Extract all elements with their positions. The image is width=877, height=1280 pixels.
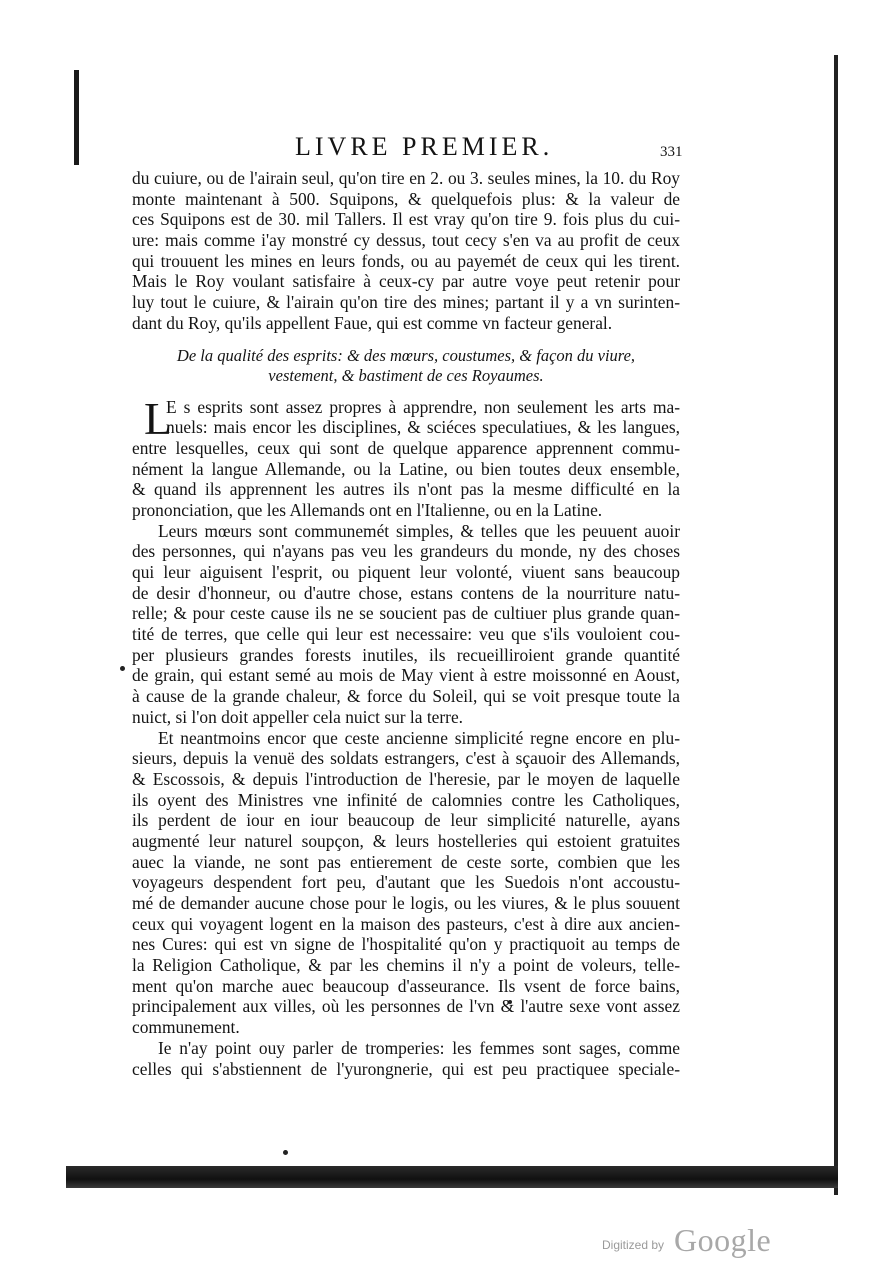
text-line: Mais le Roy voulant satisfaire à ceux-cy par autre voye peut retenir pour	[132, 271, 680, 292]
google-logo: Google	[674, 1222, 772, 1258]
text-line: nuels: mais encor les disciplines, & sciéces speculatiues, & les langues,	[166, 417, 680, 438]
text-line: E s esprits sont assez propres à apprendre, non seulement les arts ma-	[166, 396, 680, 417]
text-line: à cause de la grande chaleur, & force du Soleil, qui se voit presque toute la	[132, 686, 680, 707]
text-line: ils perdent de iour en iour beaucoup de leur simplicité naturelle, ayans	[132, 810, 680, 831]
text-line: de grain, qui estant semé au mois de May vient à estre moissonné en Aoust,	[132, 665, 680, 686]
text-line: communement.	[132, 1017, 240, 1038]
ink-speck	[283, 1150, 288, 1155]
text-line: nuict, si l'on doit appeller cela nuict sur la terre.	[132, 706, 464, 727]
paragraph-continued	[132, 168, 680, 334]
scan-edge-bottom	[66, 1166, 838, 1188]
text-line: voyageurs despendent fort peu, d'autant que les Suedois n'ont accoustu-	[132, 872, 680, 893]
page-number: 331	[660, 144, 683, 160]
section-heading-line: De la qualité des esprits: & des mœurs, coustumes, & façon du viure,	[176, 345, 636, 365]
attribution-prefix: Digitized by	[602, 1238, 665, 1252]
text-line: per plusieurs grandes forests inutiles, ils recueilliroient grande quantité	[132, 644, 680, 665]
running-head: LIVRE PREMIER.	[295, 132, 554, 161]
text-line: ment qu'on marche auec beaucoup d'asseurance. Ils vsent de force bains,	[132, 975, 680, 996]
text-line: dant du Roy, qu'ils appellent Faue, qui est comme vn facteur general.	[132, 312, 613, 333]
page-body	[132, 168, 680, 1079]
text-line: du cuiure, ou de l'airain seul, qu'on tire en 2. ou 3. seules mines, la 10. du Roy	[132, 168, 680, 188]
text-line: tité de terres, que celle qui leur est necessaire: veu que s'ils vouloient cou-	[132, 624, 680, 645]
text-line: Et neantmoins encor que ceste ancienne simplicité regne encore en plu-	[158, 727, 680, 748]
text-line: prononciation, que les Allemands ont en l'Italienne, ou en la Latine.	[132, 499, 603, 520]
text-line: ils oyent des Ministres vne infinité de calomnies contre les Catholiques,	[132, 789, 680, 810]
text-line: ure: mais comme i'ay monstré cy dessus, tout cecy s'en va au profit de ceux	[132, 230, 680, 251]
text-line: la Religion Catholique, & par les chemins il n'y a point de voleurs, telle-	[132, 955, 680, 976]
scan-edge-left	[74, 70, 79, 165]
section-heading-line: vestement, & bastiment de ces Royaumes.	[268, 365, 544, 385]
text-line: nes Cures: qui est vn signe de l'hospitalité qu'on y practiquoit au temps de	[132, 934, 680, 955]
text-line: qui trouuent les mines en leurs fonds, ou au payemét de ceux qui les tirent.	[132, 250, 680, 271]
paragraph-3	[132, 728, 680, 1038]
paragraph-2	[132, 521, 680, 728]
ink-speck	[120, 666, 125, 671]
text-line: qui leur aiguisent l'esprit, ou piquent leur volonté, viuent sans beaucoup	[132, 562, 680, 582]
text-line: & quand ils apprennent les autres ils n'ont pas la mesme difficulté en la	[132, 479, 680, 500]
text-line: celles qui s'abstiennent de l'yurongnerie, qui est peu practiquee speciale-	[132, 1058, 680, 1079]
text-line: monte maintenant à 500. Squipons, & quelquefois plus: & la valeur de	[132, 188, 680, 209]
text-line: & Escossois, & depuis l'introduction de l'heresie, par le moyen de laquelle	[132, 768, 680, 789]
text-line: de desir d'honneur, ou d'autre chose, estans contens de la nourriture natu-	[132, 582, 680, 603]
text-line: Leurs mœurs sont communemét simples, & telles que les peuuent auoir	[158, 520, 680, 541]
text-line: ceux qui voyagent logent en la maison des pasteurs, c'est à dire aux ancien-	[132, 913, 680, 934]
paragraph-4	[132, 1038, 680, 1079]
scan-edge-right	[834, 55, 838, 1195]
text-line: mé de demander aucune chose pour le logis, ou les viures, & le plus souuent	[132, 893, 680, 913]
text-line: des personnes, qui n'ayans pas veu les grandeurs du monde, ny des choses	[132, 541, 680, 562]
text-line: auec la viande, ne sont pas entierement de ceste sorte, combien que les	[132, 851, 680, 872]
text-line: sieurs, depuis la venuë des soldats estrangers, c'est à sçauoir des Allemands,	[132, 748, 680, 769]
paragraph-1	[132, 392, 680, 521]
text-line: ces Squipons est de 30. mil Tallers. Il est vray qu'on tire 9. fois plus du cui-	[132, 209, 680, 230]
text-line: relle; & pour ceste cause ils ne se soucient pas de cultiuer plus grande quan-	[132, 603, 680, 624]
page-header	[130, 132, 690, 168]
digitized-attribution	[602, 1222, 802, 1262]
text-line: principalement aux villes, où les personnes de l'vn & l'autre sexe vont assez	[132, 996, 680, 1017]
text-line: entre lesquelles, ceux qui sont de quelque apparence apprennent commu-	[132, 437, 680, 458]
text-line: Ie n'ay point ouy parler de tromperies: les femmes sont sages, comme	[158, 1037, 680, 1058]
text-line: augmenté leur naturel soupçon, & leurs hostelleries qui estoient gratuites	[132, 830, 680, 851]
drop-cap: L	[144, 392, 173, 444]
text-line: nément la langue Allemande, ou la Latine, ou bien toutes deux ensemble,	[132, 458, 680, 479]
text-line: luy tout le cuiure, & l'airain qu'on tire des mines; partant il y a vn surinten-	[132, 292, 680, 313]
